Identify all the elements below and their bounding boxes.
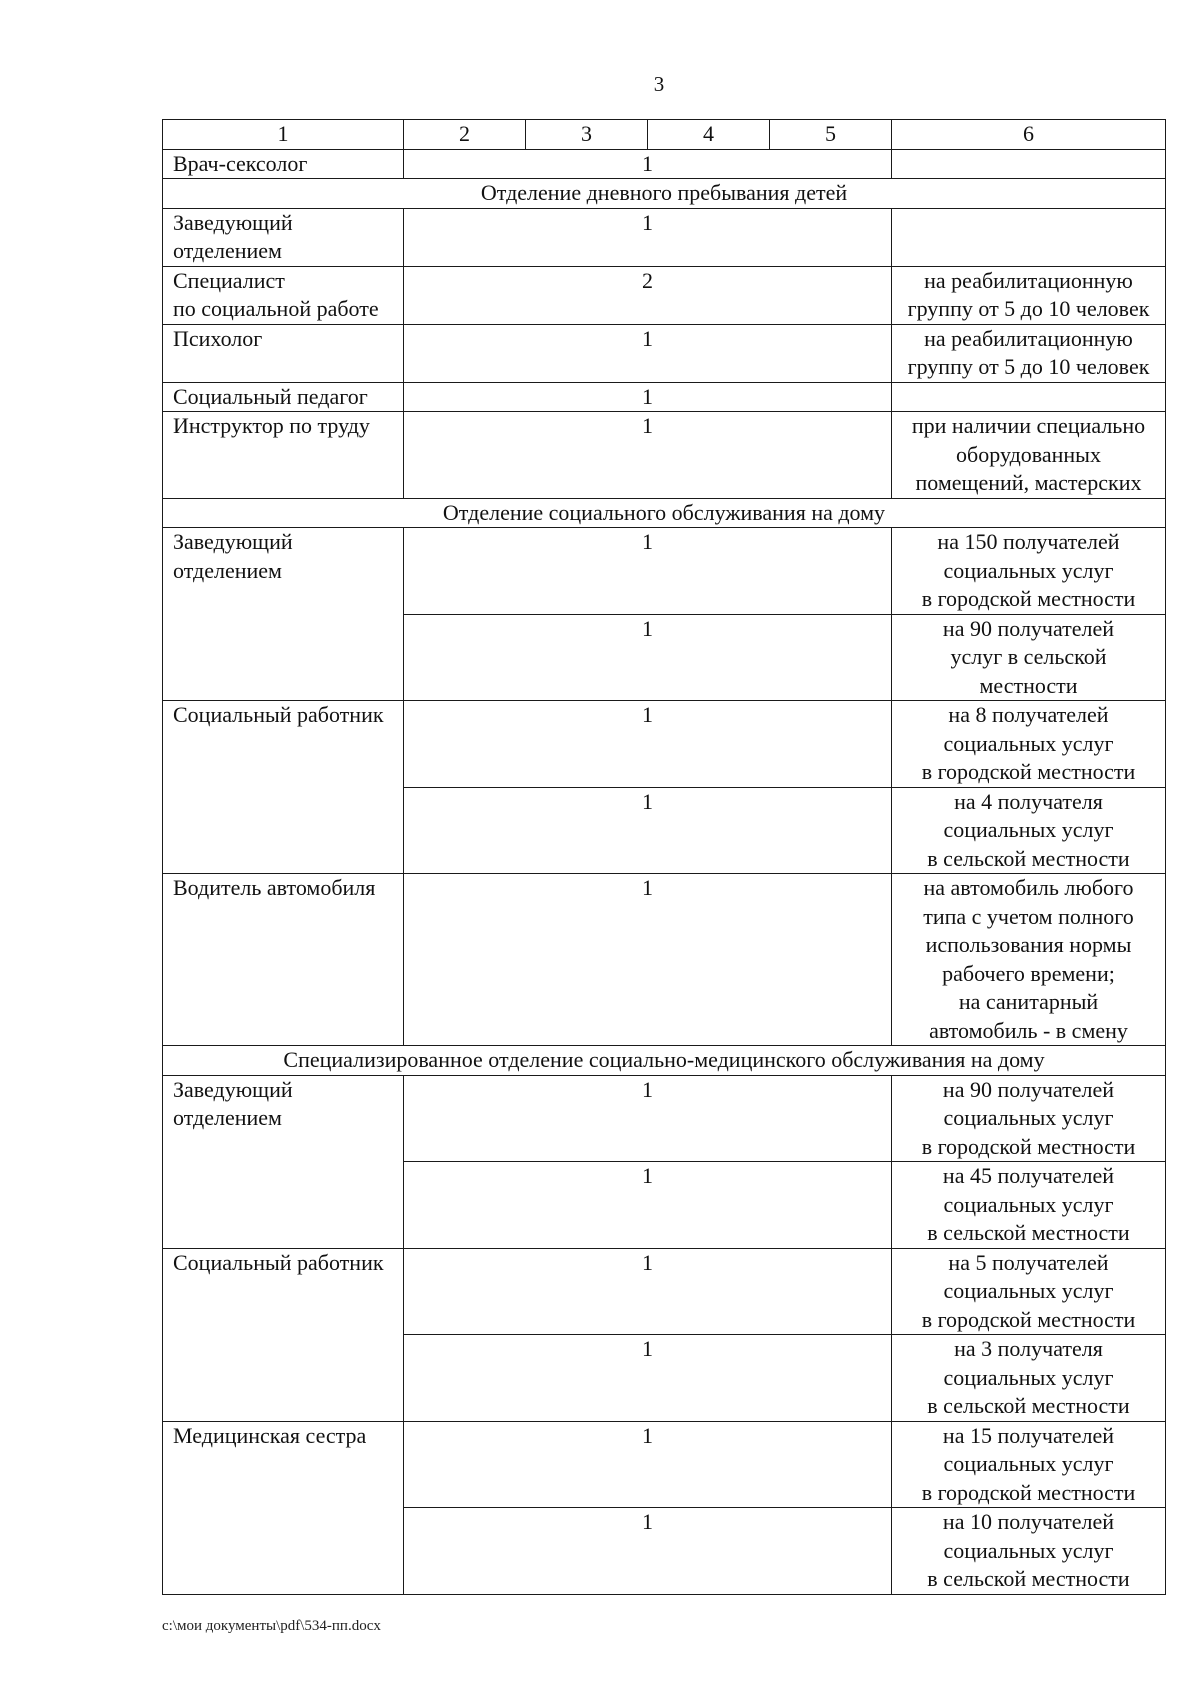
table-row [163,149,1166,179]
position-note-line: на 4 получателя [954,788,1103,814]
table-row [163,382,1166,412]
position-count: 1 [404,1162,892,1249]
table-row [163,1248,1166,1335]
position-note-line: социальных услуг [943,1105,1114,1130]
position-note-line: на 45 получателей [942,1163,1115,1188]
position-name [163,874,404,1046]
position-note-line: на 150 получателей [937,529,1120,554]
position-name-line: Социальный работник [173,702,384,727]
position-note-line: на 3 получателя [954,1336,1103,1361]
position-note-line: на реабилитационную [924,325,1133,351]
position-name [163,324,404,382]
medical-home-care-rows [163,1075,1166,1594]
position-note [892,412,1166,499]
position-name-line: отделением [173,557,282,583]
section-title-medical-home-care: Специализированное отделение социально-медицинского обслуживания на дому [163,1046,1166,1076]
position-count: 1 [404,1248,892,1335]
column-header-1: 1 [163,120,404,150]
position-note [892,382,1166,412]
position-count: 1 [404,324,892,382]
position-name-line: Водитель автомобиля [173,875,376,900]
position-name-line: Социальный педагог [173,383,368,409]
position-note [892,1248,1166,1335]
position-note-line: на 15 получателей [942,1422,1115,1448]
position-note-line: в сельской местности [927,1220,1130,1245]
position-name [163,528,404,701]
position-note-line: на 90 получателей [942,1076,1115,1102]
position-count: 1 [404,701,892,788]
position-note-line: социальных услуг [943,817,1114,842]
position-count: 1 [404,1075,892,1162]
position-name [163,1421,404,1594]
position-note-line: социальных услуг [943,1451,1114,1476]
position-name [163,412,404,499]
position-count: 1 [404,1508,892,1595]
position-count: 1 [404,1335,892,1422]
position-note-line: автомобиль - в смену [929,1017,1128,1043]
position-note-line: оборудованных [956,441,1101,467]
position-note-line: социальных услуг [943,1191,1114,1217]
position-count: 2 [404,266,892,324]
position-name-line: Психолог [173,325,263,351]
position-name [163,1248,404,1421]
position-name [163,266,404,324]
table-row [163,1421,1166,1508]
position-note-line: на санитарный [958,989,1099,1014]
position-note-line: в сельской местности [927,1393,1130,1418]
position-note-line: в городской местности [921,1479,1136,1505]
staffing-table [162,119,1166,1595]
position-name-line: Заведующий [173,209,293,235]
position-note [892,266,1166,324]
position-note-line: социальных услуг [943,557,1114,583]
position-name [163,382,404,412]
table-row [163,324,1166,382]
position-count: 1 [404,874,892,1046]
position-note-line: социальных услуг [943,730,1114,756]
position-note-line: на 90 получателей [942,615,1115,641]
position-note-line: на 10 получателей [942,1509,1115,1534]
position-count: 1 [404,382,892,412]
position-note [892,528,1166,615]
position-note-line: социальных услуг [943,1537,1114,1563]
section-row [163,1046,1166,1076]
position-name-line: по социальной работе [173,296,379,321]
day-care-rows [163,208,1166,498]
position-count: 1 [404,614,892,701]
position-note-line: группу от 5 до 10 человек [907,296,1150,321]
position-name-line: Заведующий [173,1076,293,1102]
column-header-row [163,120,1166,150]
position-note-line: при наличии специально [911,413,1146,438]
position-note-line: социальных услуг [943,1278,1114,1303]
position-count: 1 [404,208,892,266]
position-note-line: в сельской местности [927,1566,1130,1591]
table-row [163,1075,1166,1162]
position-note-line: в городской местности [921,1306,1136,1332]
footer-file-path: c:\мои документы\pdf\534-пп.docx [162,1618,381,1634]
position-name [163,1075,404,1248]
position-count: 1 [404,787,892,874]
position-note [892,1421,1166,1508]
position-count: 1 [404,149,892,179]
position-note [892,1075,1166,1162]
position-note [892,149,1166,179]
position-count: 1 [404,412,892,499]
table-row [163,874,1166,1046]
position-note [892,324,1166,382]
position-name-line: Медицинская сестра [173,1422,367,1448]
table-row [163,266,1166,324]
column-header-3: 3 [526,120,648,150]
position-name-line: отделением [173,1105,282,1130]
position-note-line: на автомобиль любого [923,875,1134,900]
table-row [163,208,1166,266]
position-note [892,614,1166,701]
position-name: Врач-сексолог [163,149,404,179]
position-name-line: Заведующий [173,529,293,554]
position-note [892,208,1166,266]
table-row [163,412,1166,499]
position-note-line: рабочего времени; [942,960,1115,986]
column-header-5: 5 [770,120,892,150]
position-note-line: использования нормы [925,932,1132,957]
page-number: 3 [653,72,665,96]
position-note-line: на 8 получателей [948,702,1109,727]
position-note [892,1508,1166,1595]
position-note-line: в городской местности [921,586,1136,611]
position-note [892,1162,1166,1249]
column-header-2: 2 [404,120,526,150]
position-note-line: на реабилитационную [924,267,1133,293]
position-note-line: местности [979,672,1078,698]
column-header-6: 6 [892,120,1166,150]
position-note-line: социальных услуг [943,1364,1114,1390]
section-row [163,498,1166,528]
home-care-rows [163,528,1166,1046]
position-note-line: услуг в сельской [950,644,1107,669]
position-note-line: типа с учетом полного [923,903,1134,929]
position-note [892,1335,1166,1422]
position-note [892,874,1166,1046]
position-count: 1 [404,1421,892,1508]
position-name [163,701,404,874]
position-name-line: отделением [173,238,282,263]
section-row [163,179,1166,209]
position-note-line: в сельской местности [927,845,1130,871]
table-row [163,528,1166,615]
position-note-line: на 5 получателей [948,1249,1109,1275]
position-note-line: группу от 5 до 10 человек [907,354,1150,379]
table-row [163,701,1166,788]
position-note-line: помещений, мастерских [915,470,1142,495]
position-name [163,208,404,266]
position-name-line: Инструктор по труду [173,413,370,438]
position-name-line: Социальный работник [173,1249,384,1275]
section-title-home-care: Отделение социального обслуживания на дому [163,498,1166,528]
position-count: 1 [404,528,892,615]
position-note-line: в городской местности [921,1133,1136,1159]
column-header-4: 4 [648,120,770,150]
position-name-line: Специалист [173,267,285,293]
section-title-day-care: Отделение дневного пребывания детей [163,179,1166,209]
position-note [892,787,1166,874]
position-note [892,701,1166,788]
position-note-line: в городской местности [921,759,1136,784]
